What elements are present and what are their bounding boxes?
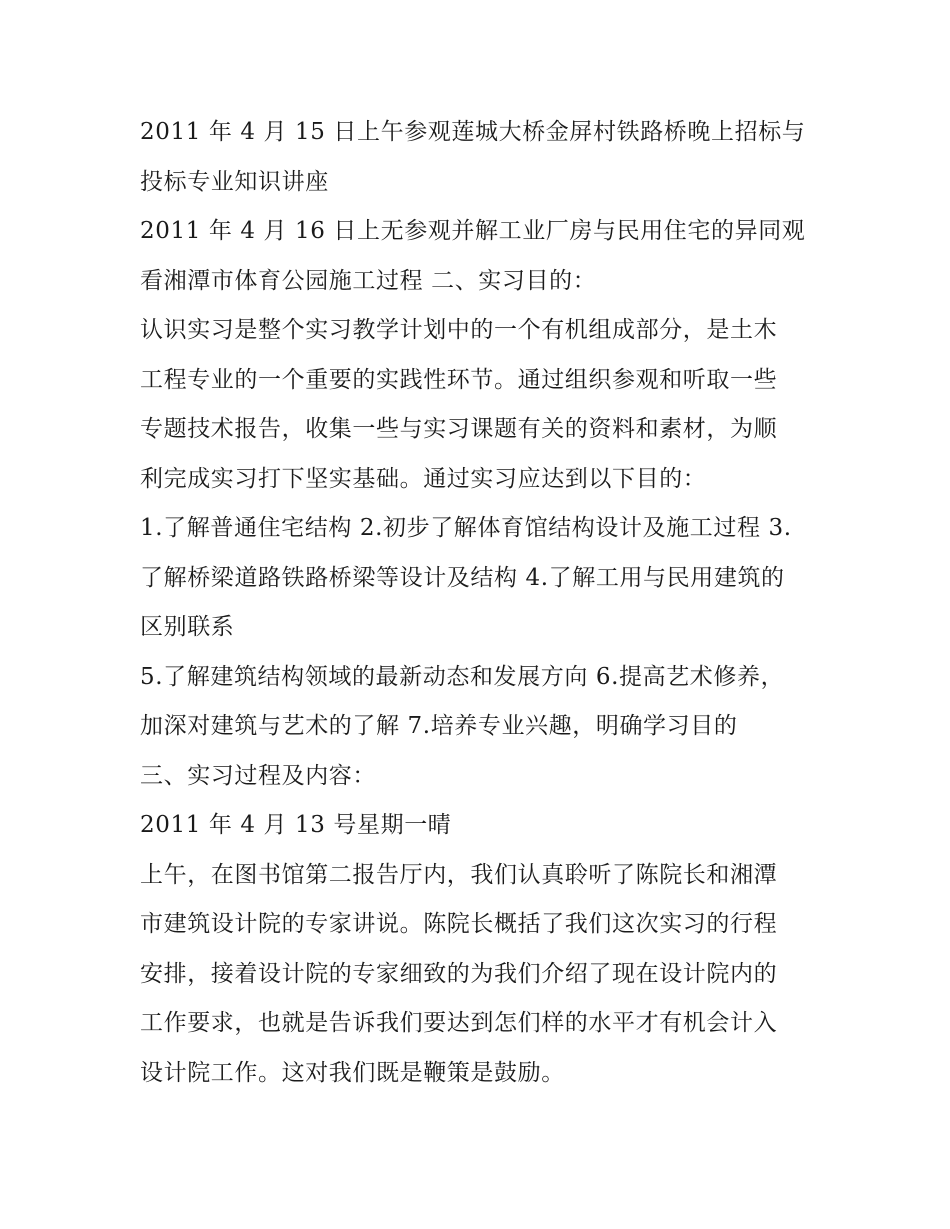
text-line: 加深对建筑与艺术的了解 7.培养专业兴趣，明确学习目的 (140, 713, 738, 739)
text-line: 认识实习是整个实习教学计划中的一个有机组成部分，是土木 (140, 317, 778, 343)
text-line: 设计院工作。这对我们既是鞭策是鼓励。 (140, 1059, 565, 1086)
text-line: 5.了解建筑结构领域的最新动态和发展方向 6.提高艺术修养， (140, 663, 785, 690)
text-line: 安排，接着设计院的专家细致的为我们介绍了现在设计院内的 (140, 960, 778, 987)
date-line: 2011 年 4 月 13 号星期一晴 (140, 812, 452, 838)
text-line: 投标专业知识讲座 (140, 168, 329, 195)
text-line: 了解桥梁道路铁路桥梁等设计及结构 4.了解工用与民用建筑的 (140, 564, 785, 591)
text-line: 市建筑设计院的专家讲说。陈院长概括了我们这次实习的行程 (140, 911, 778, 937)
text-line: 1.了解普通住宅结构 2.初步了解体育馆结构设计及施工过程 3. (140, 515, 792, 541)
text-line: 2011 年 4 月 16 日上无参观并解工业厂房与民用住宅的异同观 (140, 218, 806, 244)
document-body (140, 108, 830, 1098)
text-line: 工程专业的一个重要的实践性环节。通过组织参观和听取一些 (140, 366, 778, 393)
text-line: 利完成实习打下坚实基础。通过实习应达到以下目的： (140, 465, 707, 492)
text-line: 工作要求，也就是告诉我们要达到怎们样的水平才有机会计入 (140, 1010, 778, 1036)
text-line: 看湘潭市体育公园施工过程 二、实习目的： (140, 267, 597, 294)
text-line: 专题技术报告，收集一些与实习课题有关的资料和素材，为顺 (140, 416, 778, 442)
text-line: 上午，在图书馆第二报告厅内，我们认真聆听了陈院长和湘潭 (140, 861, 778, 888)
text-line: 区别联系 (140, 614, 235, 640)
text-line: 2011 年 4 月 15 日上午参观莲城大桥金屏村铁路桥晚上招标与 (140, 119, 806, 145)
section-heading: 三、实习过程及内容： (140, 762, 376, 789)
